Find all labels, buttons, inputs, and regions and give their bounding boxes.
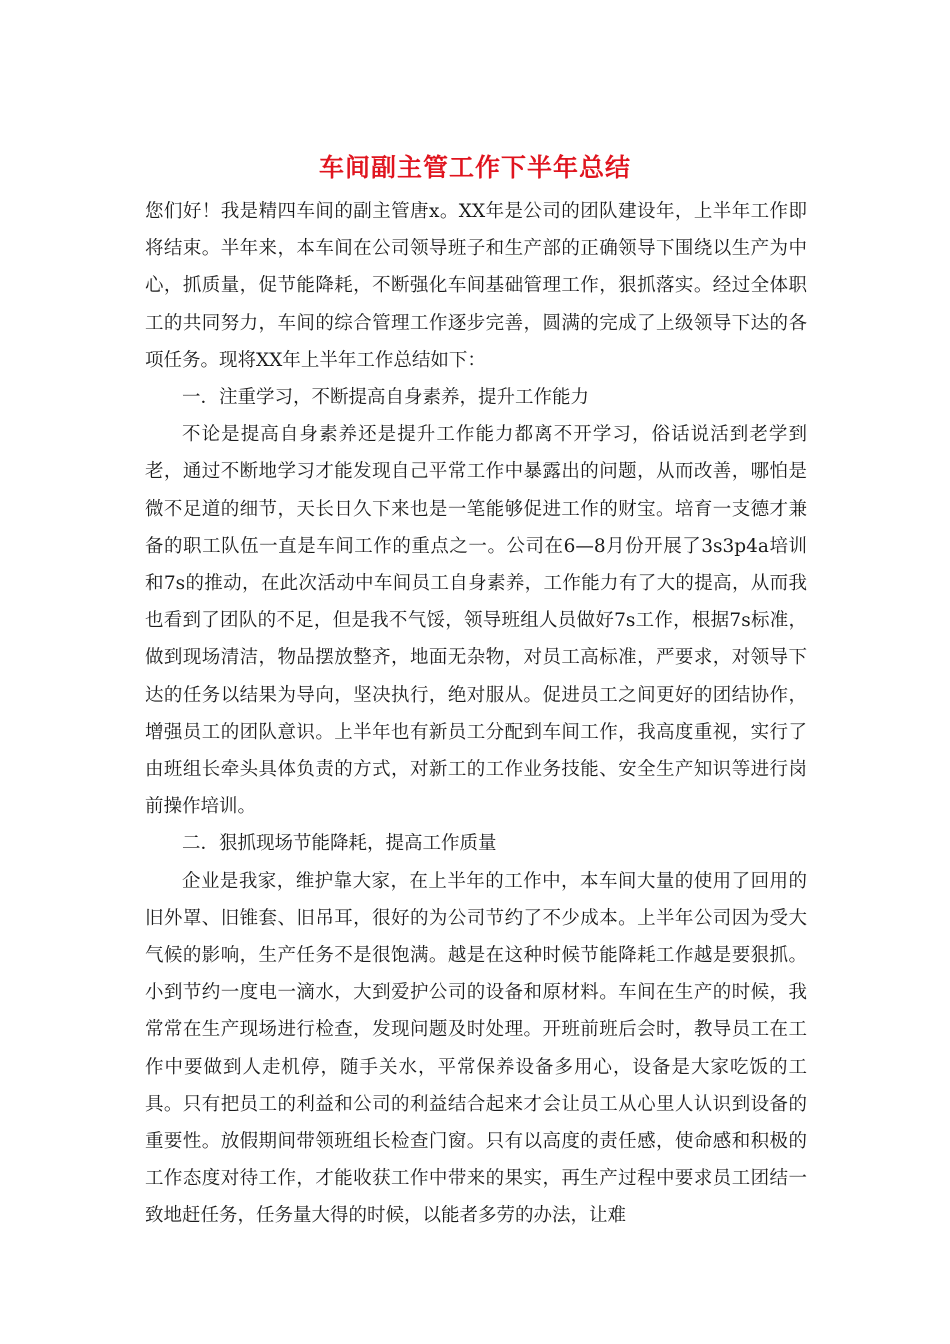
document-title: 车间副主管工作下半年总结: [318, 153, 631, 182]
document-body: [145, 193, 807, 1235]
section-heading-1: 一．注重学习，不断提高自身素养，提升工作能力: [182, 387, 590, 409]
section-2-paragraph: 企业是我家，维护靠大家，在上半年的工作中，本车间大量的使用了回用的旧外罩、旧锥套、旧吊耳，很好的为公司节约了不少成本。上半年公司因为受大气候的影响，生产任务不是很饱满。越是在这种时候节能降耗工作越是要狠抓。小到节约一度电一滴水，大到爱护公司的设备和原材料。车间在生产的时候，我常常在生产现场进行检查，发现问题及时处理。开班前班后会时，教导员工在工作中要做到人走机停，随手关水，平常保养设备多用心，设备是大家吃饭的工具。只有把员工的利益和公司的利益结合起来才会让员工从心里人认识到设备的重要性。放假期间带领班组长检查门窗。只有以高度的责任感，使命感和积极的工作态度对待工作，才能收获工作中带来的果实，再生产过程中要求员工团结一致地赶任务，任务量大得的时候，以能者多劳的办法，让难: [145, 870, 807, 1227]
section-1-paragraph: 不论是提高自身素养还是提升工作能力都离不开学习，俗话说活到老学到老，通过不断地学习才能发现自己平常工作中暴露出的问题，从而改善，哪怕是微不足道的细节，天长日久下来也是一笔能够促进工作的财宝。培育一支德才兼备的职工队伍一直是车间工作的重点之一。公司在6—8月份开展了3s3p4a培训和7s的推动，在此次活动中车间员工自身素养，工作能力有了大的提高，从而我也看到了团队的不足，但是我不气馁，领导班组人员做好7s工作，根据7s标准，做到现场清洁，物品摆放整齐，地面无杂物，对员工高标准，严要求，对领导下达的任务以结果为导向，坚决执行，绝对服从。促进员工之间更好的团结协作，增强员工的团队意识。上半年也有新员工分配到车间工作，我高度重视，实行了由班组长牵头具体负责的方式，对新工的工作业务技能、安全生产知识等进行岗前操作培训。: [145, 424, 807, 818]
section-heading-2: 二．狠抓现场节能降耗，提高工作质量: [182, 833, 497, 855]
intro-paragraph: 您们好！我是精四车间的副主管唐x。XX年是公司的团队建设年，上半年工作即将结束。半年来，本车间在公司领导班子和生产部的正确领导下围绕以生产为中心，抓质量，促节能降耗，不断强化车间基础管理工作，狠抓落实。经过全体职工的共同努力，车间的综合管理工作逐步完善，圆满的完成了上级领导下达的各项任务。现将XX年上半年工作总结如下：: [145, 201, 807, 371]
